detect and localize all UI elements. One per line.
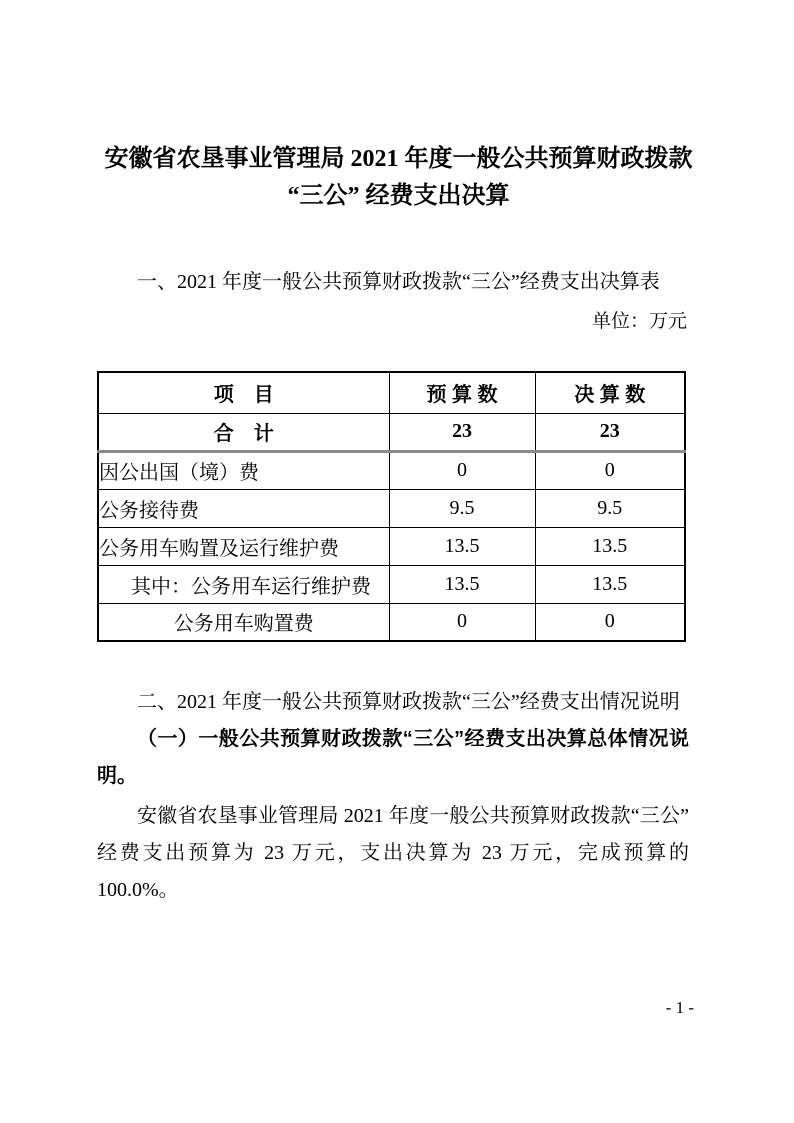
budget-value: 9.5 <box>389 489 535 527</box>
item-label: 公务用车购置及运行维护费 <box>98 527 389 565</box>
column-header-budget: 预 算 数 <box>389 372 535 413</box>
table-row-total <box>98 413 685 451</box>
final-value: 23 <box>535 413 685 451</box>
table-row-vehicle-operation <box>98 565 685 603</box>
document-title-line2: “三公” 经费支出决算 <box>287 183 510 209</box>
table-row-vehicle-total <box>98 527 685 565</box>
final-value: 13.5 <box>535 565 685 603</box>
item-label: 合 计 <box>98 413 389 451</box>
document-content <box>97 0 700 909</box>
document-title-line1: 安徽省农垦事业管理局 2021 年度一般公共预算财政拨款 <box>104 146 693 172</box>
three-public-expense-table <box>97 371 686 642</box>
final-value: 0 <box>535 603 685 641</box>
page-number: - 1 - <box>665 998 694 1017</box>
final-value: 9.5 <box>535 489 685 527</box>
unit-label: 单位：万元 <box>591 311 687 332</box>
column-header-final: 决 算 数 <box>535 372 685 413</box>
budget-value: 23 <box>389 413 535 451</box>
section1-heading: 一、2021 年度一般公共预算财政拨款“三公”经费支出决算表 <box>137 271 660 293</box>
budget-value: 13.5 <box>389 565 535 603</box>
table-row-abroad <box>98 451 685 489</box>
section2-subheading: （一）一般公共预算财政拨款“三公”经费支出决算总体情况说明。 <box>97 728 689 787</box>
item-label: 公务用车购置费 <box>98 603 389 641</box>
item-label: 公务接待费 <box>98 489 389 527</box>
final-value: 13.5 <box>535 527 685 565</box>
budget-value: 0 <box>389 451 535 489</box>
item-label: 因公出国（境）费 <box>98 451 389 489</box>
table-row-vehicle-purchase <box>98 603 685 641</box>
final-value: 0 <box>535 451 685 489</box>
budget-value: 0 <box>389 603 535 641</box>
section2-paragraph: 安徽省农垦事业管理局 2021 年度一般公共预算财政拨款“三公” 经费支出预算为 23 万元，支出决算为 23 万元，完成预算的 100.0%。 <box>97 805 689 901</box>
item-label: 其中：公务用车运行维护费 <box>98 565 389 603</box>
table-header-row <box>98 372 685 413</box>
budget-value: 13.5 <box>389 527 535 565</box>
section2-heading: 二、2021 年度一般公共预算财政拨款“三公”经费支出情况说明 <box>137 691 680 713</box>
table-row-reception <box>98 489 685 527</box>
document-title <box>97 141 700 215</box>
column-header-item: 项 目 <box>98 372 389 413</box>
